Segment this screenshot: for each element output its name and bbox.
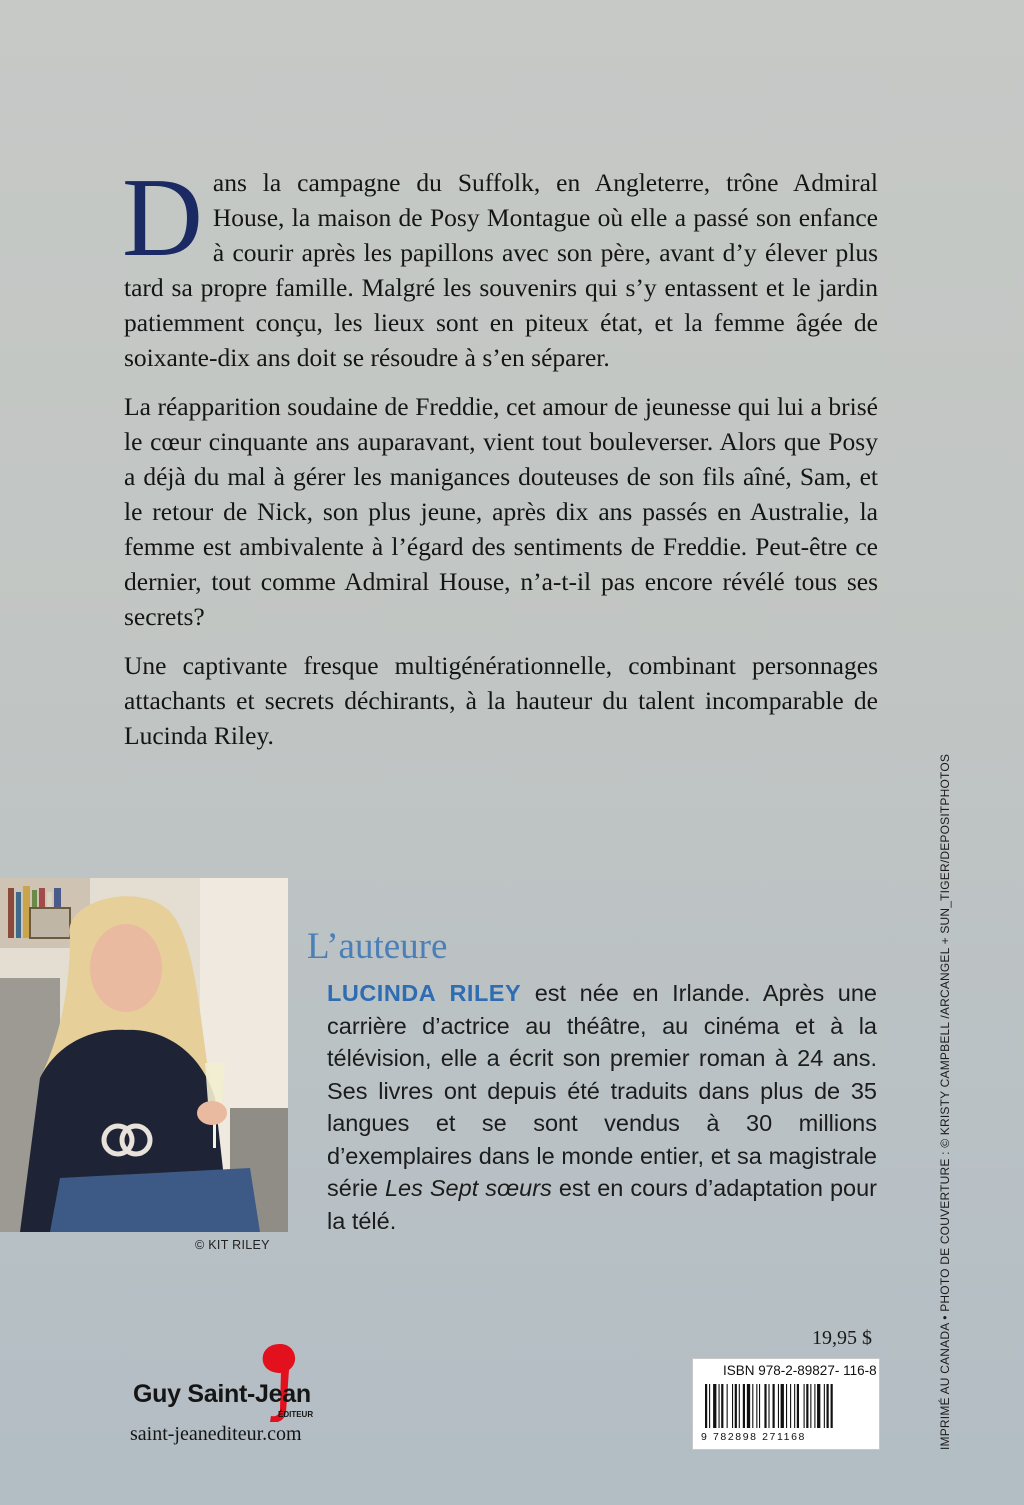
publisher-name: Guy Saint-Jean	[133, 1380, 311, 1408]
synopsis	[122, 156, 878, 767]
author-bio-text-2: est en cours d’adaptation pour la télé.	[327, 1175, 877, 1234]
publisher-url[interactable]: saint-jeanediteur.com	[130, 1423, 302, 1445]
barcode	[701, 1384, 871, 1430]
synopsis-paragraph-3: Une captivante fresque multigénérationnelle, combinant personnages attachants et secrets déchirants, à la hauteur du talent incomparable de Lucinda Riley.	[124, 651, 878, 750]
author-heading: L’auteure	[307, 926, 448, 967]
synopsis-paragraph-1	[122, 156, 878, 375]
photo-credit: © KIT RILEY	[195, 1238, 270, 1252]
author-photo	[0, 878, 288, 1232]
author-name: LUCINDA RILEY	[327, 980, 522, 1006]
spine-credits: IMPRIMÉ AU CANADA • PHOTO DE COUVERTURE : © KRISTY CAMPBELL /ARCANGEL + SUN_TIGER/DEPOSITPHOTOS	[938, 753, 952, 1450]
barcode-digits: 9 782898 271168	[701, 1431, 806, 1443]
price: 19,95 $	[812, 1327, 872, 1349]
publisher-subtitle: ÉDITEUR	[278, 1410, 314, 1419]
author-bio-text-1: est née en Irlande. Après une carrière d’actrice au théâtre, au cinéma et à la télévision, elle a écrit son premier roman à 24 ans. Ses livres ont depuis été traduits dans plus de 35 langues et se sont vendus à 30 millions d’exemplaires dans le monde entier, et sa magistrale série	[327, 980, 877, 1201]
series-title: Les Sept sœurs	[384, 1175, 552, 1201]
publisher-logo	[130, 1342, 330, 1422]
synopsis-paragraph-1-text: ans la campagne du Suffolk, en Angleterre, trône Admiral House, la maison de Posy Montague où elle a passé son enfance à courir après les papillons avec son père, avant d’y élever plus tard sa propre famille. Malgré les souvenirs qui s’y entassent et le jardin patiemment conçu, les lieux sont en piteux état, et la femme âgée de soixante-dix ans doit se résoudre à s’en séparer.	[124, 168, 878, 372]
author-bio	[327, 977, 877, 1237]
drop-cap: D	[122, 156, 203, 280]
isbn-barcode-box	[692, 1358, 880, 1450]
isbn-label: ISBN 978-2-89827- 116-8	[723, 1363, 877, 1378]
synopsis-paragraph-2: La réapparition soudaine de Freddie, cet amour de jeunesse qui lui a brisé le cœur cinquante ans auparavant, vient tout bouleverser. Alors que Posy a déjà du mal à gérer les manigances douteuses de son fils aîné, Sam, et le retour de Nick, son plus jeune, après dix ans passés en Australie, la femme est ambivalente à l’égard des sentiments de Freddie. Peut-être ce dernier, tout comme Admiral House, n’a-t-il pas encore révélé tous ses secrets?	[124, 392, 878, 631]
